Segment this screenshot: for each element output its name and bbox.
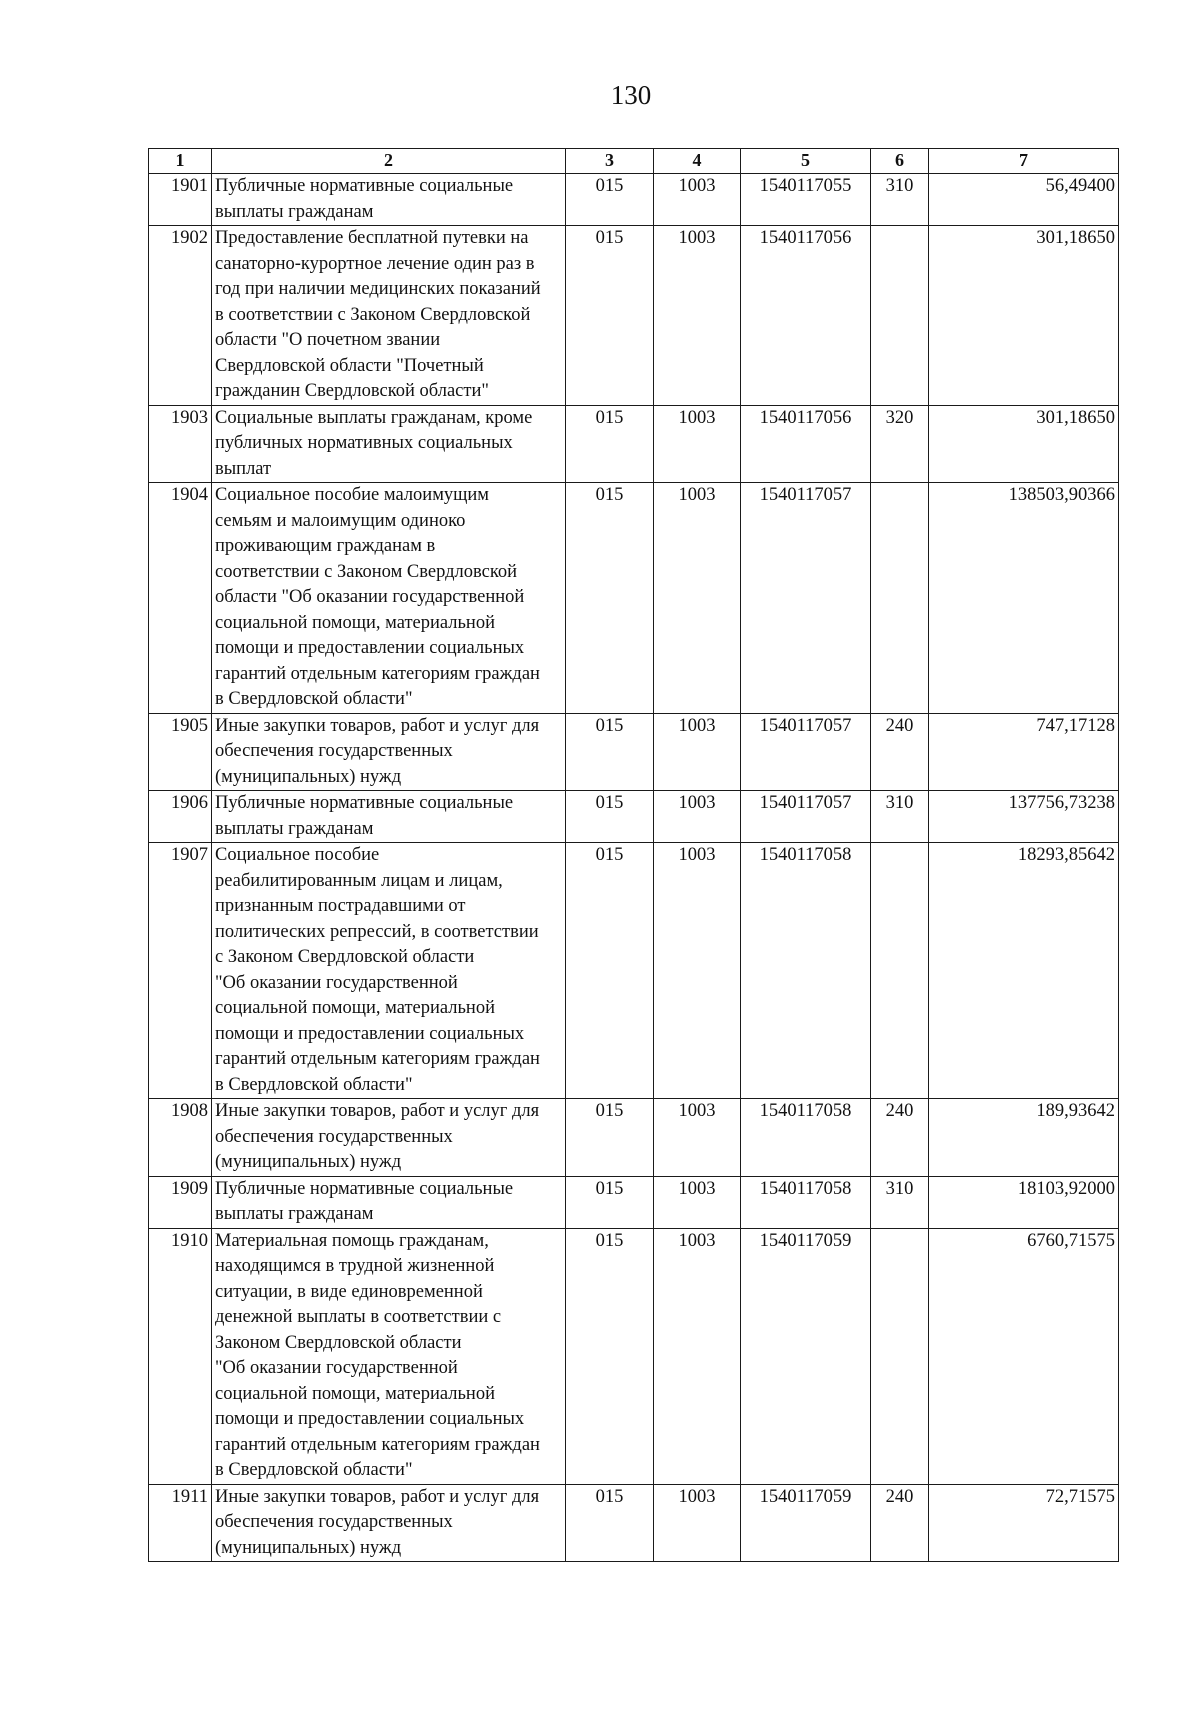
description-text: Публичные нормативные социальные выплаты гражданам: [215, 793, 514, 839]
ministry-code: 015: [566, 483, 654, 714]
description-text: Иные закупки товаров, работ и услуг для обеспечения государственных (муниципальных) нужд: [215, 1486, 540, 1558]
expense-type-code: 310: [871, 1176, 929, 1228]
amount-value: 301,18650: [929, 226, 1119, 406]
expense-type-code: 240: [871, 713, 929, 791]
ministry-code: 015: [566, 174, 654, 226]
column-header: 6: [871, 149, 929, 174]
target-article-code: 1540117059: [741, 1484, 871, 1562]
ministry-code: 015: [566, 1484, 654, 1562]
table-row: [149, 174, 1119, 226]
row-description: [212, 713, 566, 791]
section-code: 1003: [654, 226, 741, 406]
page-number: 130: [610, 80, 652, 110]
expense-type-code: [871, 226, 929, 406]
description-text: Социальные выплаты гражданам, кроме публичных нормативных социальных выплат: [215, 407, 533, 479]
table-row: [149, 1176, 1119, 1228]
table-row: [149, 483, 1119, 714]
ministry-code: 015: [566, 226, 654, 406]
description-text: Публичные нормативные социальные выплаты гражданам: [215, 1178, 514, 1224]
description-text: Материальная помощь гражданам, находящимся в трудной жизненной ситуации, в виде единовременной денежной выплаты в соответствии с Законом Свердловской области "Об оказании государственной социальной помощи, материальной помощи и предоставлении социальных гарантий отдельным категориям граждан в Свердловской области": [215, 1230, 540, 1480]
amount-value: 6760,71575: [929, 1228, 1119, 1484]
target-article-code: 1540117056: [741, 226, 871, 406]
expense-type-code: [871, 1228, 929, 1484]
column-header: 1: [149, 149, 212, 174]
table-row: [149, 843, 1119, 1099]
column-header: 3: [566, 149, 654, 174]
column-header: 2: [212, 149, 566, 174]
row-description: [212, 1099, 566, 1177]
row-description: [212, 483, 566, 714]
row-number: 1901: [149, 174, 212, 226]
row-description: [212, 1228, 566, 1484]
row-number: 1906: [149, 791, 212, 843]
target-article-code: 1540117058: [741, 843, 871, 1099]
expense-type-code: [871, 483, 929, 714]
target-article-code: 1540117057: [741, 791, 871, 843]
description-text: Социальное пособие реабилитированным лицам и лицам, признанным пострадавшими от политических репрессий, в соответствии с Законом Свердловской области "Об оказании государственной социальной помощи, материальной помощи и предоставлении социальных гарантий отдельным категориям граждан в Свердловской области": [215, 845, 540, 1095]
table-row: [149, 713, 1119, 791]
expense-type-code: 310: [871, 791, 929, 843]
table-row: [149, 1484, 1119, 1562]
table-row: [149, 226, 1119, 406]
ministry-code: 015: [566, 1228, 654, 1484]
row-number: 1905: [149, 713, 212, 791]
ministry-code: 015: [566, 1176, 654, 1228]
description-text: Предоставление бесплатной путевки на санаторно-курортное лечение один раз в год при наличии медицинских показаний в соответствии с Законом Свердловской области "О почетном звании Свердловской области "Почетный гражданин Свердловской области": [215, 228, 541, 401]
target-article-code: 1540117056: [741, 405, 871, 483]
section-code: 1003: [654, 1176, 741, 1228]
description-text: Иные закупки товаров, работ и услуг для обеспечения государственных (муниципальных) нужд: [215, 1101, 540, 1172]
row-number: 1903: [149, 405, 212, 483]
expense-type-code: [871, 843, 929, 1099]
row-number: 1904: [149, 483, 212, 714]
section-code: 1003: [654, 483, 741, 714]
row-number: 1902: [149, 226, 212, 406]
ministry-code: 015: [566, 405, 654, 483]
description-text: Социальное пособие малоимущим семьям и малоимущим одиноко проживающим гражданам в соответствии с Законом Свердловской области "Об оказании государственной социальной помощи, материальной помощи и предоставлении социальных гарантий отдельным категориям граждан в Свердловской области": [215, 485, 540, 709]
description-text: Публичные нормативные социальные выплаты гражданам: [215, 176, 514, 222]
row-description: [212, 1176, 566, 1228]
row-number: 1911: [149, 1484, 212, 1562]
target-article-code: 1540117057: [741, 713, 871, 791]
row-description: [212, 1484, 566, 1562]
row-description: [212, 791, 566, 843]
description-text: Иные закупки товаров, работ и услуг для обеспечения государственных (муниципальных) нужд: [215, 715, 540, 787]
target-article-code: 1540117058: [741, 1176, 871, 1228]
section-code: 1003: [654, 1228, 741, 1484]
section-code: 1003: [654, 843, 741, 1099]
expense-type-code: 240: [871, 1484, 929, 1562]
table-row: [149, 1099, 1119, 1177]
row-description: [212, 405, 566, 483]
target-article-code: 1540117057: [741, 483, 871, 714]
amount-value: 301,18650: [929, 405, 1119, 483]
header-row: [149, 149, 1119, 174]
row-description: [212, 226, 566, 406]
amount-value: 747,17128: [929, 713, 1119, 791]
row-description: [212, 843, 566, 1099]
target-article-code: 1540117055: [741, 174, 871, 226]
section-code: 1003: [654, 1099, 741, 1177]
amount-value: 189,93642: [929, 1099, 1119, 1177]
row-number: 1910: [149, 1228, 212, 1484]
column-header: 7: [929, 149, 1119, 174]
ministry-code: 015: [566, 713, 654, 791]
section-code: 1003: [654, 174, 741, 226]
section-code: 1003: [654, 1484, 741, 1562]
amount-value: 56,49400: [929, 174, 1119, 226]
row-number: 1908: [149, 1099, 212, 1177]
expense-type-code: 240: [871, 1099, 929, 1177]
amount-value: 18103,92000: [929, 1176, 1119, 1228]
column-header: 4: [654, 149, 741, 174]
target-article-code: 1540117059: [741, 1228, 871, 1484]
amount-value: 138503,90366: [929, 483, 1119, 714]
table-row: [149, 405, 1119, 483]
row-number: 1909: [149, 1176, 212, 1228]
amount-value: 137756,73238: [929, 791, 1119, 843]
row-description: [212, 174, 566, 226]
table-row: [149, 1228, 1119, 1484]
ministry-code: 015: [566, 1099, 654, 1177]
row-number: 1907: [149, 843, 212, 1099]
expense-type-code: 320: [871, 405, 929, 483]
amount-value: 72,71575: [929, 1484, 1119, 1562]
section-code: 1003: [654, 713, 741, 791]
amount-value: 18293,85642: [929, 843, 1119, 1099]
target-article-code: 1540117058: [741, 1099, 871, 1177]
table-body: [149, 174, 1119, 1562]
ministry-code: 015: [566, 843, 654, 1099]
budget-table: [148, 148, 1119, 1562]
ministry-code: 015: [566, 791, 654, 843]
table-row: [149, 791, 1119, 843]
section-code: 1003: [654, 405, 741, 483]
expense-type-code: 310: [871, 174, 929, 226]
section-code: 1003: [654, 791, 741, 843]
column-header: 5: [741, 149, 871, 174]
